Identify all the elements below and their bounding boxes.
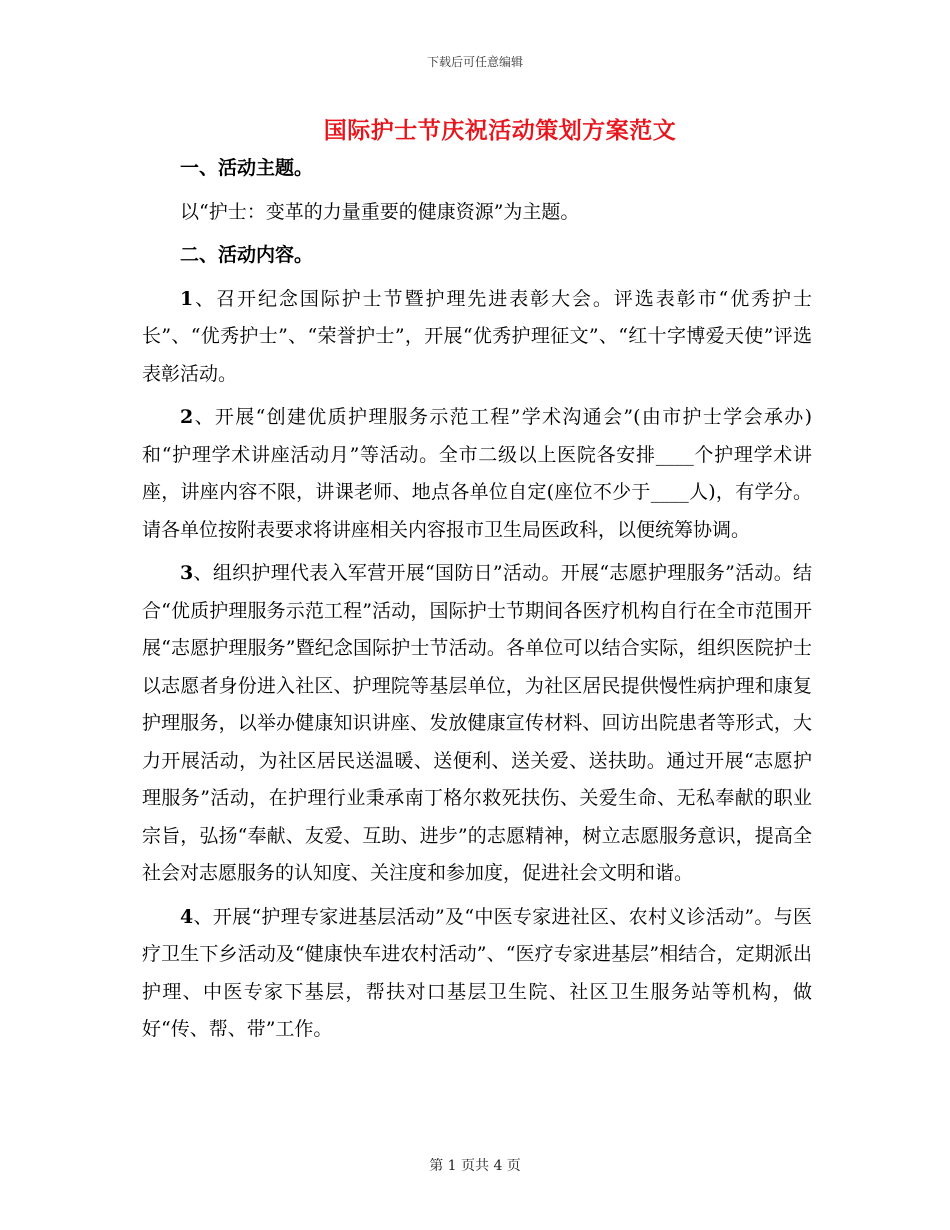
section-heading-content: 二、活动内容。 — [180, 244, 314, 266]
page-footer: 第 1 页共 4 页 — [429, 1158, 521, 1174]
item-text: 、开展“创建优质护理服务示范工程”学术沟通会”(由市护士学会承办)和“护理学术讲座活动月”等活动。全市二级以上医院各安排____个护理学术讲座，讲座内容不限，讲课老师、地点各单位自定(座位不少于____人)，有学分。请各单位按附表要求将讲座相关内容报市卫生局医政科，以便统筹协调。 — [142, 406, 812, 541]
item-number: 4 — [180, 905, 194, 928]
content-item-4 — [142, 899, 812, 1049]
theme-paragraph: 以“护士：变革的力量重要的健康资源”为主题。 — [180, 200, 580, 223]
content-item-3 — [142, 555, 812, 893]
section-heading-theme: 一、活动主题。 — [180, 157, 314, 179]
item-text: 、开展“护理专家进基层活动”及“中医专家进社区、农村义诊活动”。与医疗卫生下乡活动及“健康快车进农村活动”、“医疗专家进基层”相结合，定期派出护理、中医专家下基层，帮扶对口基层卫生院、社区卫生服务站等机构，做好“传、帮、带”工作。 — [142, 905, 812, 1040]
content-item-1 — [142, 281, 812, 394]
content-item-2 — [142, 399, 812, 549]
item-number: 1 — [180, 287, 194, 310]
item-text: 、组织护理代表入军营开展“国防日”活动。开展“志愿护理服务”活动。结合“优质护理服务示范工程”活动，国际护士节期间各医疗机构自行在全市范围开展“志愿护理服务”暨纪念国际护士节活动。各单位可以结合实际，组织医院护士以志愿者身份进入社区、护理院等基层单位，为社区居民提供慢性病护理和康复护理服务，以举办健康知识讲座、发放健康宣传材料、回访出院患者等形式，大力开展活动，为社区居民送温暖、送便利、送关爱、送扶助。通过开展“志愿护理服务”活动，在护理行业秉承南丁格尔救死扶伤、关爱生命、无私奉献的职业宗旨，弘扬“奉献、友爱、互助、进步”的志愿精神，树立志愿服务意识，提高全社会对志愿服务的认知度、关注度和参加度，促进社会文明和谐。 — [142, 562, 812, 884]
document-title: 国际护士节庆祝活动策划方案范文 — [323, 117, 677, 144]
document-body — [142, 150, 812, 1055]
item-number: 2 — [180, 406, 194, 428]
header-note: 下载后可任意编辑 — [426, 55, 523, 69]
item-text: 、召开纪念国际护士节暨护理先进表彰大会。评选表彰市“优秀护士长”、“优秀护士”、“荣誉护士”，开展“优秀护理征文”、“红十字博爱天使”评选表彰活动。 — [142, 287, 812, 385]
item-number: 3 — [180, 562, 194, 584]
